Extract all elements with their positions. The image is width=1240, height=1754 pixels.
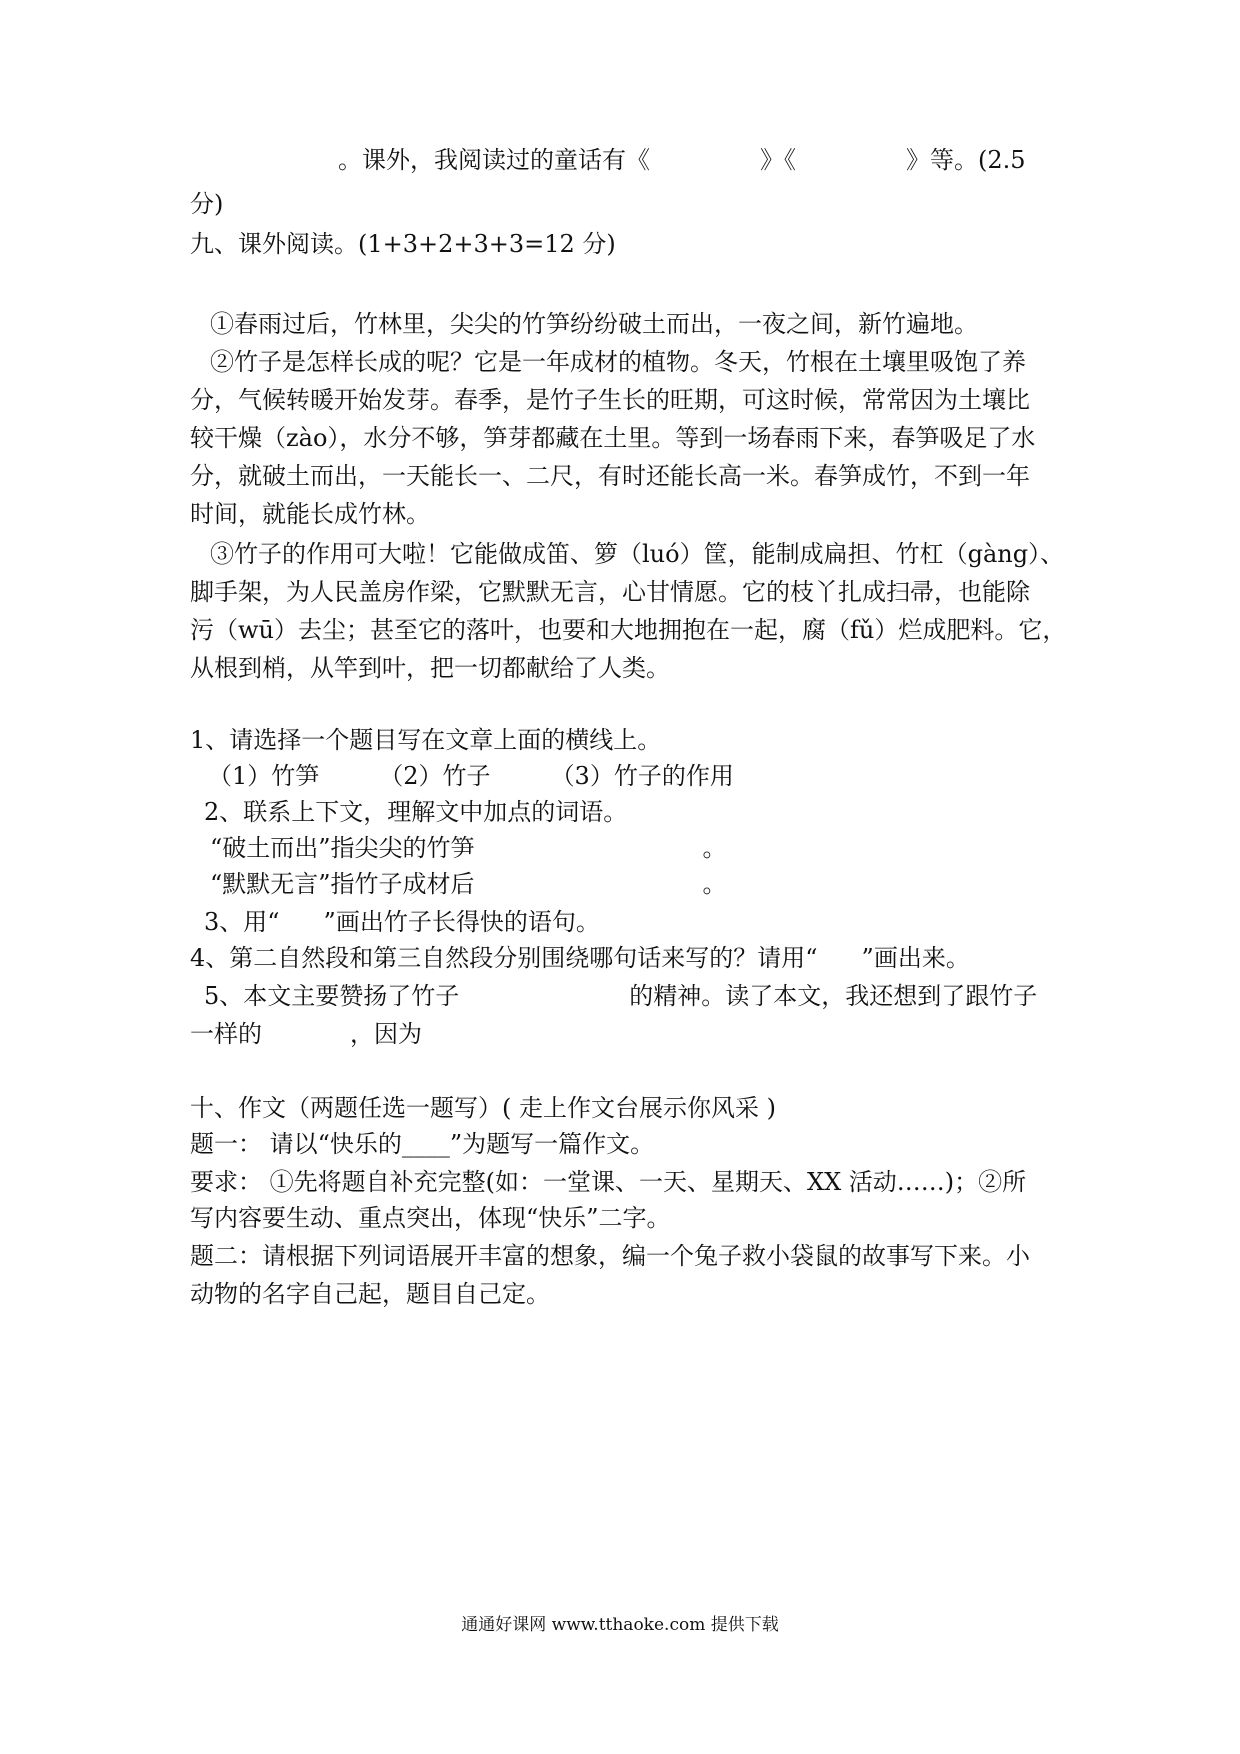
passage-line: ①春雨过后，竹林里，尖尖的竹笋纷纷破土而出，一夜之间，新竹遍地。 — [210, 310, 978, 338]
reading-record-line — [190, 142, 1050, 178]
passage-line: 时间，就能长成竹林。 — [190, 500, 430, 528]
option-3: （3）竹子的作用 — [550, 762, 734, 790]
essay-requirements-line-2: 写内容要生动、重点突出，体现“快乐”二字。 — [190, 1204, 671, 1232]
passage-line: ②竹子是怎样长成的呢？它是一年成材的植物。冬天，竹根在土壤里吸饱了养 — [210, 348, 1026, 376]
question-4: 4、第二自然段和第三自然段分别围绕哪句话来写的？请用“ ”画出来。 — [190, 944, 970, 972]
passage-line: 较干燥（zào），水分不够，笋芽都藏在土里。等到一场春雨下来，春笋吸足了水 — [190, 424, 1036, 452]
essay-requirements: 要求： ①先将题自补充完整(如：一堂课、一天、星期天、XX 活动……)；②所 — [190, 1168, 1027, 1196]
question-5: 5、本文主要赞扬了竹子 的精神。读了本文，我还想到了跟竹子 — [204, 982, 1038, 1010]
question-2: 2、联系上下文，理解文中加点的词语。 — [204, 798, 628, 826]
passage-line: 脚手架，为人民盖房作梁，它默默无言，心甘情愿。它的枝丫扎成扫帚，也能除 — [190, 578, 1030, 606]
text-fragment: 》《 — [760, 146, 796, 174]
essay-topic-2: 题二：请根据下列词语展开丰富的想象，编一个兔子救小袋鼠的故事写下来。小 — [190, 1242, 1030, 1270]
passage-line: 从根到梢，从竿到叶，把一切都献给了人类。 — [190, 654, 670, 682]
text-fragment: 。课外，我阅读过的童话有《 — [338, 146, 650, 174]
section10-heading: 十、作文（两题任选一题写）( 走上作文台展示你风采 ) — [190, 1094, 776, 1122]
option-2: （2）竹子 — [379, 762, 491, 790]
option-1: （1）竹笋 — [208, 762, 320, 790]
question-3: 3、用“ ”画出竹子长得快的语句。 — [204, 908, 600, 936]
essay-topic-1: 题一： 请以“快乐的____”为题写一篇作文。 — [190, 1130, 655, 1158]
passage-line: 污（wū）去尘；甚至它的落叶，也要和大地拥抱在一起，腐（fǔ）烂成肥料。它， — [190, 616, 1067, 644]
text-fragment: 》等。(2.5 — [906, 146, 1026, 174]
essay-topic-2-line-2: 动物的名字自己起，题目自己定。 — [190, 1280, 550, 1308]
section9-heading: 九、课外阅读。(1+3+2+3+3=12 分) — [190, 230, 616, 258]
question-5-line-2: 一样的 ，因为 — [190, 1020, 422, 1048]
passage-line: ③竹子的作用可大啦！它能做成笛、箩（luó）筐，能制成扁担、竹杠（gàng）、 — [210, 540, 1065, 568]
question-1: 1、请选择一个题目写在文章上面的横线上。 — [190, 726, 662, 754]
reading-record-line-2: 分) — [190, 190, 224, 218]
question-2a: “破土而出”指尖尖的竹笋 。 — [210, 834, 727, 862]
page-footer: 通通好课网 www.tthaoke.com 提供下载 — [461, 1615, 779, 1635]
question-1-options — [190, 758, 1050, 794]
passage-line: 分，就破土而出，一天能长一、二尺，有时还能长高一米。春笋成竹，不到一年 — [190, 462, 1030, 490]
question-2b: “默默无言”指竹子成材后 。 — [210, 870, 727, 898]
passage-line: 分，气候转暖开始发芽。春季，是竹子生长的旺期，可这时候，常常因为土壤比 — [190, 386, 1030, 414]
